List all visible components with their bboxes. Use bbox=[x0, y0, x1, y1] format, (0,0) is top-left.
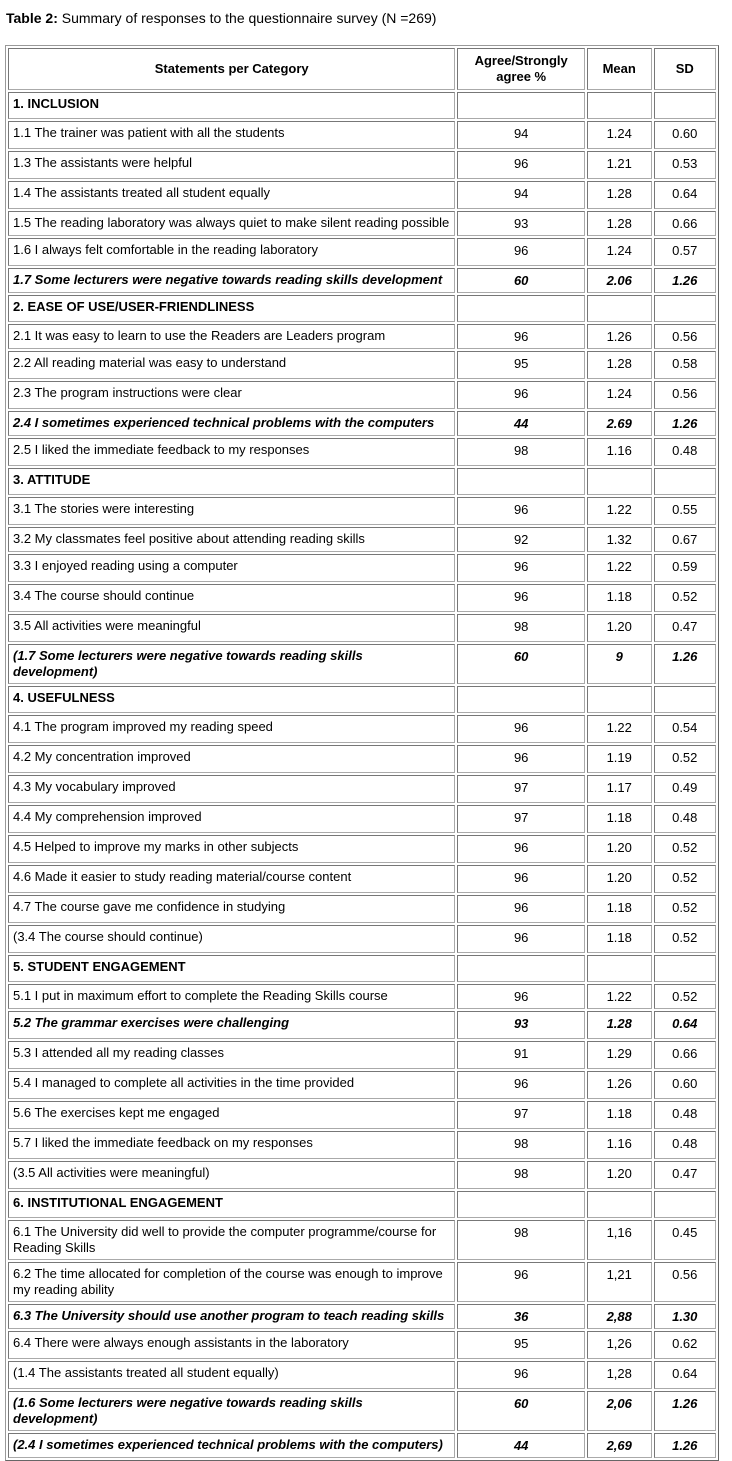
agree-percent-cell: 44 bbox=[457, 411, 585, 436]
sd-cell bbox=[654, 955, 717, 982]
agree-percent-cell: 92 bbox=[457, 527, 585, 552]
mean-cell: 1.28 bbox=[587, 351, 652, 379]
mean-cell: 1.29 bbox=[587, 1041, 652, 1069]
statement-cell: 3. ATTITUDE bbox=[8, 468, 455, 495]
agree-percent-cell: 96 bbox=[457, 745, 585, 773]
mean-cell: 1.16 bbox=[587, 438, 652, 466]
mean-cell: 1.32 bbox=[587, 527, 652, 552]
sd-cell: 0.56 bbox=[654, 324, 717, 349]
agree-percent-cell: 96 bbox=[457, 984, 585, 1009]
table-row bbox=[8, 835, 716, 863]
sd-cell: 0.52 bbox=[654, 984, 717, 1009]
table-row bbox=[8, 775, 716, 803]
mean-cell: 1.18 bbox=[587, 1101, 652, 1129]
statement-cell: 2.3 The program instructions were clear bbox=[8, 381, 455, 409]
sd-cell: 0.52 bbox=[654, 745, 717, 773]
mean-cell: 2,69 bbox=[587, 1433, 652, 1458]
sd-cell: 0.52 bbox=[654, 584, 717, 612]
sd-cell: 0.47 bbox=[654, 614, 717, 642]
sd-cell bbox=[654, 686, 717, 713]
sd-cell: 0.64 bbox=[654, 1011, 717, 1039]
table-row bbox=[8, 268, 716, 293]
agree-percent-cell: 91 bbox=[457, 1041, 585, 1069]
agree-percent-cell: 96 bbox=[457, 1361, 585, 1389]
agree-percent-cell: 93 bbox=[457, 211, 585, 236]
sd-cell bbox=[654, 468, 717, 495]
mean-cell: 1.28 bbox=[587, 1011, 652, 1039]
sd-cell: 0.53 bbox=[654, 151, 717, 179]
agree-percent-cell: 96 bbox=[457, 1262, 585, 1302]
category-row bbox=[8, 468, 716, 495]
statement-cell: 1.5 The reading laboratory was always quiet to make silent reading possible bbox=[8, 211, 455, 236]
agree-percent-cell: 94 bbox=[457, 121, 585, 149]
table-row bbox=[8, 1331, 716, 1359]
mean-cell: 1.22 bbox=[587, 984, 652, 1009]
mean-cell: 1.20 bbox=[587, 1161, 652, 1189]
table-row bbox=[8, 614, 716, 642]
agree-percent-cell: 36 bbox=[457, 1304, 585, 1329]
statement-cell: 2.5 I liked the immediate feedback to my responses bbox=[8, 438, 455, 466]
statement-cell: 1.7 Some lecturers were negative towards reading skills development bbox=[8, 268, 455, 293]
sd-cell: 0.54 bbox=[654, 715, 717, 743]
mean-cell bbox=[587, 92, 652, 119]
sd-cell: 0.48 bbox=[654, 1131, 717, 1159]
sd-cell: 0.64 bbox=[654, 181, 717, 209]
table-row bbox=[8, 554, 716, 582]
statement-cell: 3.1 The stories were interesting bbox=[8, 497, 455, 525]
sd-cell: 1.26 bbox=[654, 644, 717, 684]
agree-percent-cell: 96 bbox=[457, 324, 585, 349]
sd-cell: 0.52 bbox=[654, 835, 717, 863]
mean-cell bbox=[587, 686, 652, 713]
mean-cell: 1.18 bbox=[587, 805, 652, 833]
sd-cell: 0.52 bbox=[654, 895, 717, 923]
agree-percent-cell: 94 bbox=[457, 181, 585, 209]
sd-cell: 0.57 bbox=[654, 238, 717, 266]
agree-percent-cell: 93 bbox=[457, 1011, 585, 1039]
sd-cell: 1.26 bbox=[654, 1433, 717, 1458]
caption-text: Summary of responses to the questionnaire survey (N =269) bbox=[57, 10, 437, 26]
sd-cell: 0.66 bbox=[654, 211, 717, 236]
table-caption bbox=[6, 10, 436, 26]
statement-cell: 1.3 The assistants were helpful bbox=[8, 151, 455, 179]
table-row bbox=[8, 1391, 716, 1431]
agree-percent-cell: 96 bbox=[457, 584, 585, 612]
statement-cell: 4.5 Helped to improve my marks in other subjects bbox=[8, 835, 455, 863]
mean-cell: 1,26 bbox=[587, 1331, 652, 1359]
mean-cell: 2,88 bbox=[587, 1304, 652, 1329]
mean-cell: 1.22 bbox=[587, 497, 652, 525]
agree-percent-cell bbox=[457, 1191, 585, 1218]
sd-cell: 0.59 bbox=[654, 554, 717, 582]
statement-cell: 3.2 My classmates feel positive about attending reading skills bbox=[8, 527, 455, 552]
agree-percent-cell: 96 bbox=[457, 715, 585, 743]
sd-cell: 1.30 bbox=[654, 1304, 717, 1329]
statement-cell: 5.2 The grammar exercises were challenging bbox=[8, 1011, 455, 1039]
table-row bbox=[8, 497, 716, 525]
header-sd: SD bbox=[654, 48, 717, 90]
mean-cell bbox=[587, 295, 652, 322]
statement-cell: 4.1 The program improved my reading speed bbox=[8, 715, 455, 743]
mean-cell: 1.16 bbox=[587, 1131, 652, 1159]
mean-cell bbox=[587, 955, 652, 982]
sd-cell: 0.55 bbox=[654, 497, 717, 525]
mean-cell: 2.69 bbox=[587, 411, 652, 436]
mean-cell: 1.28 bbox=[587, 181, 652, 209]
mean-cell bbox=[587, 1191, 652, 1218]
mean-cell: 2,06 bbox=[587, 1391, 652, 1431]
sd-cell bbox=[654, 92, 717, 119]
agree-percent-cell: 96 bbox=[457, 497, 585, 525]
statement-cell: 3.4 The course should continue bbox=[8, 584, 455, 612]
sd-cell: 0.48 bbox=[654, 805, 717, 833]
sd-cell: 0.48 bbox=[654, 438, 717, 466]
table-row bbox=[8, 1101, 716, 1129]
table-row bbox=[8, 1071, 716, 1099]
agree-percent-cell: 98 bbox=[457, 1131, 585, 1159]
mean-cell: 9 bbox=[587, 644, 652, 684]
mean-cell: 1.17 bbox=[587, 775, 652, 803]
agree-percent-cell: 60 bbox=[457, 1391, 585, 1431]
table-row bbox=[8, 1433, 716, 1458]
statement-cell: 2.4 I sometimes experienced technical problems with the computers bbox=[8, 411, 455, 436]
mean-cell: 1.21 bbox=[587, 151, 652, 179]
agree-percent-cell: 96 bbox=[457, 151, 585, 179]
table-row bbox=[8, 527, 716, 552]
caption-label: Table 2: bbox=[6, 10, 58, 26]
statement-cell: 2. EASE OF USE/USER-FRIENDLINESS bbox=[8, 295, 455, 322]
table-row bbox=[8, 925, 716, 953]
agree-percent-cell: 96 bbox=[457, 1071, 585, 1099]
category-row bbox=[8, 92, 716, 119]
sd-cell: 0.66 bbox=[654, 1041, 717, 1069]
statement-cell: 3.5 All activities were meaningful bbox=[8, 614, 455, 642]
agree-percent-cell bbox=[457, 955, 585, 982]
table-row bbox=[8, 1011, 716, 1039]
category-row bbox=[8, 955, 716, 982]
agree-percent-cell: 60 bbox=[457, 644, 585, 684]
agree-percent-cell: 96 bbox=[457, 925, 585, 953]
table-row bbox=[8, 805, 716, 833]
mean-cell: 1.20 bbox=[587, 835, 652, 863]
agree-percent-cell bbox=[457, 686, 585, 713]
header-row bbox=[8, 48, 716, 90]
sd-cell: 0.62 bbox=[654, 1331, 717, 1359]
sd-cell: 0.60 bbox=[654, 1071, 717, 1099]
mean-cell: 1,16 bbox=[587, 1220, 652, 1260]
mean-cell: 1.26 bbox=[587, 1071, 652, 1099]
mean-cell: 1.18 bbox=[587, 925, 652, 953]
sd-cell: 0.52 bbox=[654, 865, 717, 893]
mean-cell: 2.06 bbox=[587, 268, 652, 293]
category-row bbox=[8, 295, 716, 322]
table-row bbox=[8, 181, 716, 209]
statement-cell: 6. INSTITUTIONAL ENGAGEMENT bbox=[8, 1191, 455, 1218]
table-row bbox=[8, 1161, 716, 1189]
agree-percent-cell: 98 bbox=[457, 614, 585, 642]
mean-cell: 1.18 bbox=[587, 895, 652, 923]
statement-cell: (1.7 Some lecturers were negative towards reading skills development) bbox=[8, 644, 455, 684]
table-row bbox=[8, 1220, 716, 1260]
table-row bbox=[8, 211, 716, 236]
header-statements: Statements per Category bbox=[8, 48, 455, 90]
mean-cell: 1.22 bbox=[587, 715, 652, 743]
sd-cell: 0.47 bbox=[654, 1161, 717, 1189]
statement-cell: 4.3 My vocabulary improved bbox=[8, 775, 455, 803]
sd-cell: 0.52 bbox=[654, 925, 717, 953]
sd-cell bbox=[654, 295, 717, 322]
table-row bbox=[8, 644, 716, 684]
statement-cell: 1.6 I always felt comfortable in the reading laboratory bbox=[8, 238, 455, 266]
statement-cell: 3.3 I enjoyed reading using a computer bbox=[8, 554, 455, 582]
mean-cell: 1.28 bbox=[587, 211, 652, 236]
sd-cell: 0.60 bbox=[654, 121, 717, 149]
agree-percent-cell: 97 bbox=[457, 775, 585, 803]
statement-cell: 6.1 The University did well to provide the computer programme/course for Reading Skills bbox=[8, 1220, 455, 1260]
agree-percent-cell: 96 bbox=[457, 381, 585, 409]
sd-cell: 0.56 bbox=[654, 381, 717, 409]
statement-cell: 4.7 The course gave me confidence in studying bbox=[8, 895, 455, 923]
mean-cell: 1.20 bbox=[587, 865, 652, 893]
statement-cell: 4.4 My comprehension improved bbox=[8, 805, 455, 833]
table-row bbox=[8, 438, 716, 466]
agree-percent-cell: 60 bbox=[457, 268, 585, 293]
statement-cell: 4.6 Made it easier to study reading material/course content bbox=[8, 865, 455, 893]
sd-cell: 0.64 bbox=[654, 1361, 717, 1389]
table-row bbox=[8, 715, 716, 743]
category-row bbox=[8, 686, 716, 713]
table-row bbox=[8, 584, 716, 612]
statement-cell: 5.1 I put in maximum effort to complete the Reading Skills course bbox=[8, 984, 455, 1009]
table-row bbox=[8, 895, 716, 923]
table-row bbox=[8, 238, 716, 266]
header-mean: Mean bbox=[587, 48, 652, 90]
agree-percent-cell: 96 bbox=[457, 238, 585, 266]
sd-cell: 0.48 bbox=[654, 1101, 717, 1129]
mean-cell: 1.18 bbox=[587, 584, 652, 612]
table-row bbox=[8, 1361, 716, 1389]
mean-cell: 1.22 bbox=[587, 554, 652, 582]
agree-percent-cell: 96 bbox=[457, 865, 585, 893]
survey-summary-table bbox=[5, 45, 719, 1461]
statement-cell: 6.3 The University should use another program to teach reading skills bbox=[8, 1304, 455, 1329]
mean-cell bbox=[587, 468, 652, 495]
sd-cell: 0.67 bbox=[654, 527, 717, 552]
statement-cell: 5.4 I managed to complete all activities in the time provided bbox=[8, 1071, 455, 1099]
mean-cell: 1,21 bbox=[587, 1262, 652, 1302]
sd-cell bbox=[654, 1191, 717, 1218]
agree-percent-cell: 98 bbox=[457, 1220, 585, 1260]
table-row bbox=[8, 1262, 716, 1302]
sd-cell: 0.56 bbox=[654, 1262, 717, 1302]
statement-cell: 1.4 The assistants treated all student equally bbox=[8, 181, 455, 209]
statement-cell: 5. STUDENT ENGAGEMENT bbox=[8, 955, 455, 982]
table-row bbox=[8, 745, 716, 773]
statement-cell: 4.2 My concentration improved bbox=[8, 745, 455, 773]
agree-percent-cell bbox=[457, 468, 585, 495]
table-row bbox=[8, 1131, 716, 1159]
statement-cell: 2.2 All reading material was easy to understand bbox=[8, 351, 455, 379]
agree-percent-cell: 97 bbox=[457, 805, 585, 833]
sd-cell: 0.45 bbox=[654, 1220, 717, 1260]
table-row bbox=[8, 865, 716, 893]
mean-cell: 1.19 bbox=[587, 745, 652, 773]
agree-percent-cell: 44 bbox=[457, 1433, 585, 1458]
statement-cell: 4. USEFULNESS bbox=[8, 686, 455, 713]
table-row bbox=[8, 381, 716, 409]
agree-percent-cell: 96 bbox=[457, 835, 585, 863]
header-agree-percent: Agree/Strongly agree % bbox=[457, 48, 585, 90]
mean-cell: 1.20 bbox=[587, 614, 652, 642]
statement-cell: (1.4 The assistants treated all student equally) bbox=[8, 1361, 455, 1389]
agree-percent-cell: 98 bbox=[457, 1161, 585, 1189]
agree-percent-cell: 97 bbox=[457, 1101, 585, 1129]
table-row bbox=[8, 324, 716, 349]
mean-cell: 1.26 bbox=[587, 324, 652, 349]
agree-percent-cell: 96 bbox=[457, 895, 585, 923]
table-row bbox=[8, 984, 716, 1009]
mean-cell: 1.24 bbox=[587, 381, 652, 409]
table-row bbox=[8, 121, 716, 149]
mean-cell: 1.24 bbox=[587, 121, 652, 149]
mean-cell: 1.24 bbox=[587, 238, 652, 266]
statement-cell: 6.4 There were always enough assistants in the laboratory bbox=[8, 1331, 455, 1359]
statement-cell: (2.4 I sometimes experienced technical problems with the computers) bbox=[8, 1433, 455, 1458]
sd-cell: 1.26 bbox=[654, 411, 717, 436]
sd-cell: 0.49 bbox=[654, 775, 717, 803]
agree-percent-cell: 95 bbox=[457, 1331, 585, 1359]
sd-cell: 1.26 bbox=[654, 268, 717, 293]
statement-cell: 2.1 It was easy to learn to use the Readers are Leaders program bbox=[8, 324, 455, 349]
agree-percent-cell bbox=[457, 92, 585, 119]
agree-percent-cell: 98 bbox=[457, 438, 585, 466]
category-row bbox=[8, 1191, 716, 1218]
statement-cell: 1. INCLUSION bbox=[8, 92, 455, 119]
statement-cell: 1.1 The trainer was patient with all the students bbox=[8, 121, 455, 149]
agree-percent-cell: 95 bbox=[457, 351, 585, 379]
statement-cell: (1.6 Some lecturers were negative towards reading skills development) bbox=[8, 1391, 455, 1431]
table-row bbox=[8, 1304, 716, 1329]
statement-cell: (3.5 All activities were meaningful) bbox=[8, 1161, 455, 1189]
table-row bbox=[8, 351, 716, 379]
table-row bbox=[8, 151, 716, 179]
table-row bbox=[8, 411, 716, 436]
sd-cell: 1.26 bbox=[654, 1391, 717, 1431]
statement-cell: 5.7 I liked the immediate feedback on my responses bbox=[8, 1131, 455, 1159]
statement-cell: (3.4 The course should continue) bbox=[8, 925, 455, 953]
agree-percent-cell bbox=[457, 295, 585, 322]
agree-percent-cell: 96 bbox=[457, 554, 585, 582]
statement-cell: 6.2 The time allocated for completion of the course was enough to improve my reading ability bbox=[8, 1262, 455, 1302]
table-row bbox=[8, 1041, 716, 1069]
statement-cell: 5.3 I attended all my reading classes bbox=[8, 1041, 455, 1069]
sd-cell: 0.58 bbox=[654, 351, 717, 379]
statement-cell: 5.6 The exercises kept me engaged bbox=[8, 1101, 455, 1129]
mean-cell: 1,28 bbox=[587, 1361, 652, 1389]
